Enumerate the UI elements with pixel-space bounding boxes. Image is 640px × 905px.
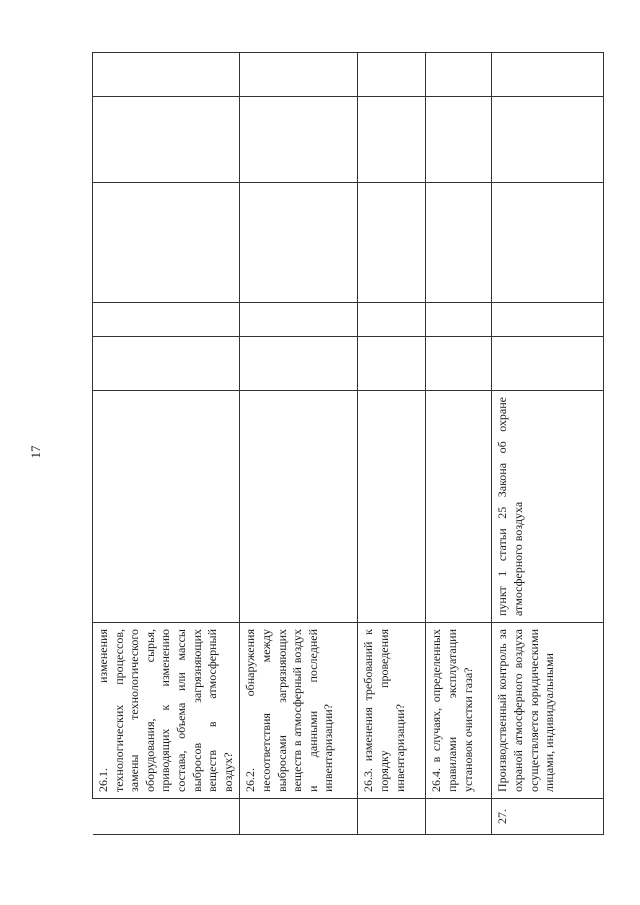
- empty-cell: [426, 97, 492, 183]
- row-number-cell: [358, 799, 426, 835]
- empty-cell: [426, 303, 492, 337]
- question-cell: Производственный контроль за охраной атмосферного воздуха осуществляется юридическими лицами, индивидуальными: [492, 623, 604, 799]
- legal-reference-cell: [358, 391, 426, 623]
- empty-cell: [240, 183, 358, 303]
- row-number-cell: [426, 799, 492, 835]
- empty-cell: [358, 337, 426, 391]
- table-row: [93, 53, 240, 835]
- legal-reference-cell: [240, 391, 358, 623]
- empty-cell: [93, 183, 240, 303]
- empty-cell: [240, 53, 358, 97]
- row-number-cell: [240, 799, 358, 835]
- checklist-table: [92, 52, 604, 835]
- empty-cell: [358, 53, 426, 97]
- empty-cell: [492, 337, 604, 391]
- table-row: [426, 53, 492, 835]
- question-cell: 26.1. изменения технологических процессов, замены технологического оборудования, сырья, приводящих к изменению состава, объема или массы выбросов загрязняющих веществ в атмосферный воздух?: [93, 623, 240, 799]
- table-row: [492, 53, 604, 835]
- empty-cell: [492, 303, 604, 337]
- empty-cell: [240, 337, 358, 391]
- empty-cell: [358, 97, 426, 183]
- legal-reference-cell: [93, 391, 240, 623]
- empty-cell: [93, 337, 240, 391]
- question-cell: 26.3. изменения требований к порядку проведения инвентаризации?: [358, 623, 426, 799]
- empty-cell: [240, 97, 358, 183]
- empty-cell: [492, 183, 604, 303]
- empty-cell: [240, 303, 358, 337]
- empty-cell: [93, 97, 240, 183]
- empty-cell: [426, 53, 492, 97]
- page-number: 17: [28, 445, 43, 459]
- empty-cell: [358, 303, 426, 337]
- empty-cell: [93, 303, 240, 337]
- empty-cell: [358, 183, 426, 303]
- empty-cell: [492, 53, 604, 97]
- row-number-cell: 27.: [492, 799, 604, 835]
- empty-cell: [93, 53, 240, 97]
- row-number-cell: [93, 799, 240, 835]
- empty-cell: [426, 183, 492, 303]
- legal-reference-cell: пункт 1 статьи 25 Закона об охране атмосферного воздуха: [492, 391, 604, 623]
- question-cell: 26.4. в случаях, определенных правилами эксплуатации установок очистки газа?: [426, 623, 492, 799]
- checklist-table-area: [92, 53, 568, 835]
- legal-reference-cell: [426, 391, 492, 623]
- question-cell: 26.2. обнаружения несоответствия между выбросами загрязняющих веществ в атмосферный воздух и данными последней инвентаризации?: [240, 623, 358, 799]
- empty-cell: [492, 97, 604, 183]
- table-row: [358, 53, 426, 835]
- empty-cell: [426, 337, 492, 391]
- table-row: [240, 53, 358, 835]
